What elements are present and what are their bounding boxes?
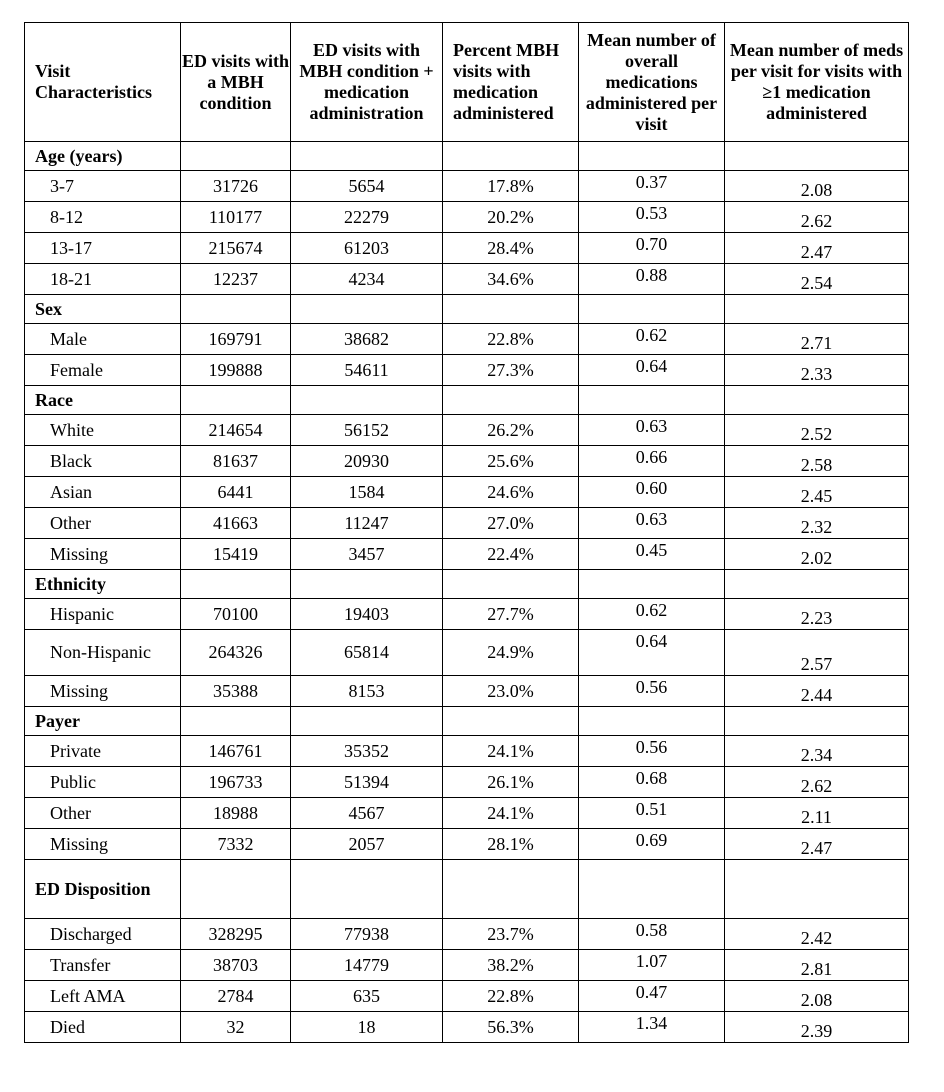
table-row — [25, 477, 909, 508]
ed-visits-medication-cell: 19403 — [291, 599, 443, 630]
ed-visits-cell: 264326 — [181, 630, 291, 676]
header-row — [25, 23, 909, 142]
ed-visits-cell: 6441 — [181, 477, 291, 508]
table-row — [25, 264, 909, 295]
ed-visits-medication-cell: 635 — [291, 981, 443, 1012]
table-row — [25, 919, 909, 950]
group-header-row — [25, 570, 909, 599]
group-label: Sex — [25, 295, 181, 324]
ed-visits-medication-cell: 38682 — [291, 324, 443, 355]
percent-cell: 28.4% — [443, 233, 579, 264]
percent-cell: 22.8% — [443, 324, 579, 355]
ed-visits-medication-cell: 2057 — [291, 829, 443, 860]
percent-cell: 56.3% — [443, 1012, 579, 1043]
ed-visits-cell: 2784 — [181, 981, 291, 1012]
empty-cell — [181, 570, 291, 599]
table-row — [25, 508, 909, 539]
ed-visits-medication-cell: 4567 — [291, 798, 443, 829]
row-label: Female — [25, 355, 181, 386]
row-label: Left AMA — [25, 981, 181, 1012]
group-header-row — [25, 295, 909, 324]
mean-overall-cell: 1.34 — [579, 1012, 725, 1043]
row-label: Private — [25, 736, 181, 767]
mean-overall-cell: 0.66 — [579, 446, 725, 477]
ed-visits-cell: 35388 — [181, 676, 291, 707]
ed-visits-cell: 110177 — [181, 202, 291, 233]
empty-cell — [181, 707, 291, 736]
percent-cell: 38.2% — [443, 950, 579, 981]
percent-cell: 25.6% — [443, 446, 579, 477]
ed-visits-medication-cell: 3457 — [291, 539, 443, 570]
mean-overall-cell: 0.62 — [579, 599, 725, 630]
mean-overall-cell: 0.56 — [579, 676, 725, 707]
mean-medicated-cell: 2.45 — [725, 477, 909, 508]
header-visit-characteristics: Visit Characteristics — [25, 23, 181, 142]
table-row — [25, 446, 909, 477]
mean-medicated-cell: 2.33 — [725, 355, 909, 386]
mean-overall-cell: 0.63 — [579, 508, 725, 539]
mean-overall-cell: 0.60 — [579, 477, 725, 508]
percent-cell: 34.6% — [443, 264, 579, 295]
empty-cell — [725, 570, 909, 599]
ed-visits-cell: 12237 — [181, 264, 291, 295]
row-label: Male — [25, 324, 181, 355]
empty-cell — [725, 707, 909, 736]
ed-visits-cell: 15419 — [181, 539, 291, 570]
ed-visits-cell: 199888 — [181, 355, 291, 386]
table-body — [25, 142, 909, 1043]
group-header-row — [25, 386, 909, 415]
table-row — [25, 767, 909, 798]
empty-cell — [181, 860, 291, 919]
mean-overall-cell: 0.45 — [579, 539, 725, 570]
row-label: Public — [25, 767, 181, 798]
empty-cell — [443, 860, 579, 919]
mean-medicated-cell: 2.81 — [725, 950, 909, 981]
mean-medicated-cell: 2.44 — [725, 676, 909, 707]
mean-medicated-cell: 2.71 — [725, 324, 909, 355]
group-label: Ethnicity — [25, 570, 181, 599]
mean-medicated-cell: 2.02 — [725, 539, 909, 570]
ed-visits-medication-cell: 35352 — [291, 736, 443, 767]
mean-overall-cell: 0.64 — [579, 355, 725, 386]
mean-overall-cell: 0.56 — [579, 736, 725, 767]
row-label: 18-21 — [25, 264, 181, 295]
header-mean-meds-medicated: Mean number of meds per visit for visits with ≥1 medication administered — [725, 23, 909, 142]
table-row — [25, 233, 909, 264]
ed-visits-cell: 146761 — [181, 736, 291, 767]
empty-cell — [291, 386, 443, 415]
empty-cell — [181, 142, 291, 171]
row-label: 8-12 — [25, 202, 181, 233]
ed-visits-medication-cell: 65814 — [291, 630, 443, 676]
table-row — [25, 630, 909, 676]
row-label: 13-17 — [25, 233, 181, 264]
empty-cell — [443, 295, 579, 324]
row-label: Other — [25, 508, 181, 539]
table-row — [25, 676, 909, 707]
group-label: Age (years) — [25, 142, 181, 171]
ed-visits-cell: 32 — [181, 1012, 291, 1043]
header-mean-overall-meds: Mean number of overall medications administered per visit — [579, 23, 725, 142]
empty-cell — [579, 860, 725, 919]
empty-cell — [579, 570, 725, 599]
group-label: Payer — [25, 707, 181, 736]
table-row — [25, 324, 909, 355]
percent-cell: 27.3% — [443, 355, 579, 386]
table-row — [25, 415, 909, 446]
percent-cell: 24.1% — [443, 736, 579, 767]
empty-cell — [579, 707, 725, 736]
ed-visits-medication-cell: 14779 — [291, 950, 443, 981]
table-row — [25, 171, 909, 202]
mean-medicated-cell: 2.08 — [725, 981, 909, 1012]
mean-overall-cell: 0.47 — [579, 981, 725, 1012]
row-label: Missing — [25, 676, 181, 707]
ed-visits-medication-cell: 8153 — [291, 676, 443, 707]
ed-visits-medication-cell: 51394 — [291, 767, 443, 798]
empty-cell — [725, 860, 909, 919]
empty-cell — [579, 142, 725, 171]
empty-cell — [181, 386, 291, 415]
header-ed-visits: ED visits with a MBH condition — [181, 23, 291, 142]
mean-medicated-cell: 2.52 — [725, 415, 909, 446]
mean-overall-cell: 0.64 — [579, 630, 725, 676]
ed-visits-cell: 41663 — [181, 508, 291, 539]
percent-cell: 26.1% — [443, 767, 579, 798]
ed-visits-cell: 31726 — [181, 171, 291, 202]
ed-visits-cell: 81637 — [181, 446, 291, 477]
percent-cell: 27.7% — [443, 599, 579, 630]
empty-cell — [181, 295, 291, 324]
table-row — [25, 1012, 909, 1043]
table-row — [25, 355, 909, 386]
header-percent-medicated: Percent MBH visits with medication administered — [443, 23, 579, 142]
percent-cell: 20.2% — [443, 202, 579, 233]
mean-overall-cell: 0.62 — [579, 324, 725, 355]
mean-medicated-cell: 2.08 — [725, 171, 909, 202]
group-label: Race — [25, 386, 181, 415]
empty-cell — [291, 570, 443, 599]
mean-medicated-cell: 2.57 — [725, 630, 909, 676]
ed-visits-medication-cell: 61203 — [291, 233, 443, 264]
mean-overall-cell: 0.58 — [579, 919, 725, 950]
ed-visits-medication-cell: 54611 — [291, 355, 443, 386]
header-ed-visits-medication: ED visits with MBH condition + medication administration — [291, 23, 443, 142]
table-row — [25, 798, 909, 829]
mean-overall-cell: 0.70 — [579, 233, 725, 264]
percent-cell: 22.4% — [443, 539, 579, 570]
ed-visits-medication-cell: 20930 — [291, 446, 443, 477]
empty-cell — [443, 570, 579, 599]
ed-visits-cell: 215674 — [181, 233, 291, 264]
mean-medicated-cell: 2.32 — [725, 508, 909, 539]
mean-medicated-cell: 2.58 — [725, 446, 909, 477]
ed-visits-cell: 169791 — [181, 324, 291, 355]
empty-cell — [443, 707, 579, 736]
mean-overall-cell: 0.69 — [579, 829, 725, 860]
mean-medicated-cell: 2.54 — [725, 264, 909, 295]
mean-medicated-cell: 2.23 — [725, 599, 909, 630]
ed-visits-cell: 7332 — [181, 829, 291, 860]
mean-medicated-cell: 2.47 — [725, 233, 909, 264]
percent-cell: 23.7% — [443, 919, 579, 950]
mean-overall-cell: 0.68 — [579, 767, 725, 798]
percent-cell: 28.1% — [443, 829, 579, 860]
mean-overall-cell: 0.88 — [579, 264, 725, 295]
table-row — [25, 950, 909, 981]
mean-medicated-cell: 2.62 — [725, 767, 909, 798]
empty-cell — [725, 142, 909, 171]
table-row — [25, 829, 909, 860]
empty-cell — [443, 386, 579, 415]
empty-cell — [725, 295, 909, 324]
row-label: Died — [25, 1012, 181, 1043]
mean-overall-cell: 0.37 — [579, 171, 725, 202]
row-label: Missing — [25, 829, 181, 860]
row-label: Hispanic — [25, 599, 181, 630]
row-label: White — [25, 415, 181, 446]
table-row — [25, 202, 909, 233]
group-header-row — [25, 142, 909, 171]
empty-cell — [291, 295, 443, 324]
percent-cell: 23.0% — [443, 676, 579, 707]
row-label: Transfer — [25, 950, 181, 981]
table-row — [25, 539, 909, 570]
group-header-row — [25, 707, 909, 736]
percent-cell: 24.1% — [443, 798, 579, 829]
table-row — [25, 599, 909, 630]
empty-cell — [291, 860, 443, 919]
ed-visits-cell: 196733 — [181, 767, 291, 798]
ed-visits-cell: 328295 — [181, 919, 291, 950]
row-label: Missing — [25, 539, 181, 570]
mean-medicated-cell: 2.39 — [725, 1012, 909, 1043]
group-header-row — [25, 860, 909, 919]
ed-visits-medication-cell: 56152 — [291, 415, 443, 446]
mean-overall-cell: 0.53 — [579, 202, 725, 233]
ed-visits-medication-cell: 5654 — [291, 171, 443, 202]
empty-cell — [291, 142, 443, 171]
row-label: 3-7 — [25, 171, 181, 202]
mean-medicated-cell: 2.47 — [725, 829, 909, 860]
ed-visits-medication-cell: 22279 — [291, 202, 443, 233]
table-row — [25, 736, 909, 767]
row-label: Asian — [25, 477, 181, 508]
empty-cell — [725, 386, 909, 415]
percent-cell: 27.0% — [443, 508, 579, 539]
mean-medicated-cell: 2.62 — [725, 202, 909, 233]
ed-visits-cell: 18988 — [181, 798, 291, 829]
mean-medicated-cell: 2.42 — [725, 919, 909, 950]
percent-cell: 26.2% — [443, 415, 579, 446]
empty-cell — [291, 707, 443, 736]
percent-cell: 24.9% — [443, 630, 579, 676]
table-row — [25, 981, 909, 1012]
ed-visits-medication-cell: 4234 — [291, 264, 443, 295]
percent-cell: 17.8% — [443, 171, 579, 202]
row-label: Non-Hispanic — [25, 630, 181, 676]
empty-cell — [579, 295, 725, 324]
group-label: ED Disposition — [25, 860, 181, 919]
row-label: Other — [25, 798, 181, 829]
ed-visits-medication-cell: 18 — [291, 1012, 443, 1043]
row-label: Discharged — [25, 919, 181, 950]
ed-visits-cell: 38703 — [181, 950, 291, 981]
ed-visits-cell: 214654 — [181, 415, 291, 446]
ed-visits-cell: 70100 — [181, 599, 291, 630]
empty-cell — [579, 386, 725, 415]
mean-overall-cell: 0.63 — [579, 415, 725, 446]
ed-visits-medication-cell: 77938 — [291, 919, 443, 950]
row-label: Black — [25, 446, 181, 477]
ed-visits-medication-cell: 1584 — [291, 477, 443, 508]
percent-cell: 22.8% — [443, 981, 579, 1012]
empty-cell — [443, 142, 579, 171]
visit-characteristics-table — [24, 22, 909, 1043]
mean-overall-cell: 1.07 — [579, 950, 725, 981]
mean-medicated-cell: 2.34 — [725, 736, 909, 767]
percent-cell: 24.6% — [443, 477, 579, 508]
mean-medicated-cell: 2.11 — [725, 798, 909, 829]
mean-overall-cell: 0.51 — [579, 798, 725, 829]
ed-visits-medication-cell: 11247 — [291, 508, 443, 539]
